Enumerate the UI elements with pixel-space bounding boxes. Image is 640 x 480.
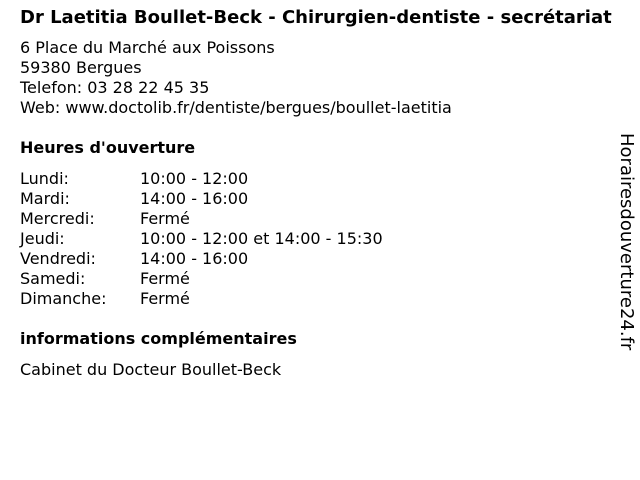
site-brand-vertical: Horairesdouverture24.fr [616,133,637,351]
website-link[interactable]: Web: www.doctolib.fr/dentiste/bergues/boullet-laetitia [20,98,452,117]
page-title: Dr Laetitia Boullet-Beck - Chirurgien-dentiste - secrétariat [20,7,612,28]
time-value: Fermé [140,209,190,228]
time-value: 14:00 - 16:00 [140,189,249,208]
address-block [20,38,620,118]
hours-row-dimanche [20,289,620,309]
day-label: Mardi: [20,189,70,208]
day-label: Jeudi: [20,229,65,248]
day-label: Lundi: [20,169,69,188]
day-label: Samedi: [20,269,86,288]
day-label: Vendredi: [20,249,96,268]
city-postcode: 59380 Bergues [20,58,142,77]
hours-row-mercredi [20,209,620,229]
hours-row-samedi [20,269,620,289]
opening-hours-heading: Heures d'ouverture [20,138,196,157]
time-value: 14:00 - 16:00 [140,249,249,268]
day-label: Mercredi: [20,209,95,228]
day-label: Dimanche: [20,289,107,308]
listing-card [20,8,620,380]
opening-hours-table [20,169,620,309]
hours-row-lundi [20,169,620,189]
phone-number[interactable]: Telefon: 03 28 22 45 35 [20,78,210,97]
time-value: Fermé [140,289,190,308]
hours-row-jeudi [20,229,620,249]
time-value: Fermé [140,269,190,288]
time-value: 10:00 - 12:00 et 14:00 - 15:30 [140,229,383,248]
time-value: 10:00 - 12:00 [140,169,249,188]
hours-row-mardi [20,189,620,209]
street-address: 6 Place du Marché aux Poissons [20,38,275,57]
additional-info-heading: informations complémentaires [20,329,297,348]
additional-info-text: Cabinet du Docteur Boullet-Beck [20,360,282,379]
hours-row-vendredi [20,249,620,269]
